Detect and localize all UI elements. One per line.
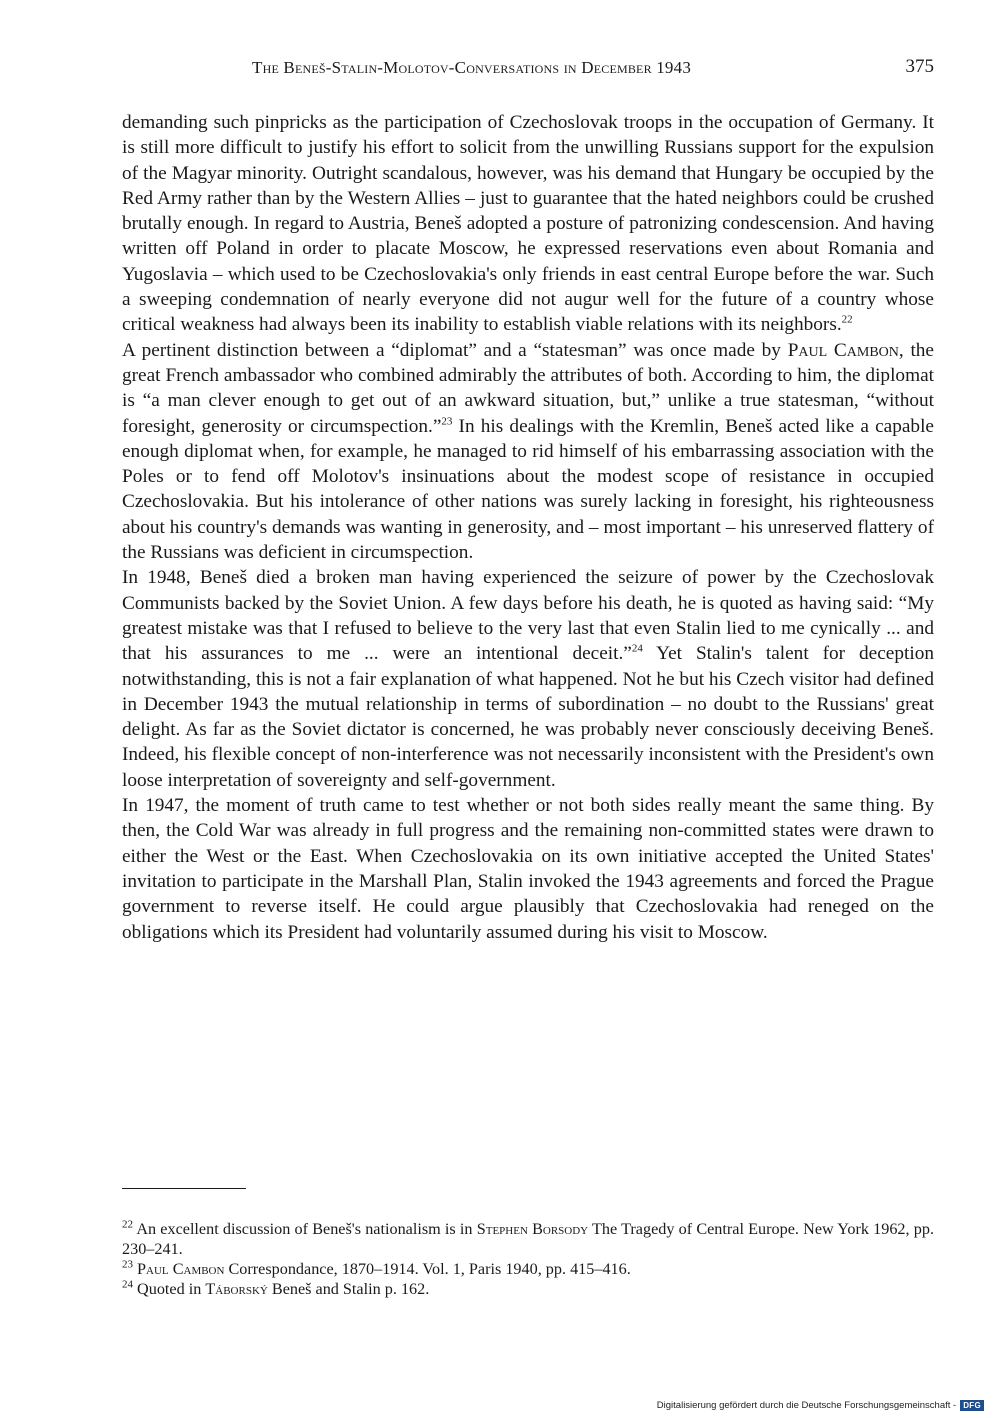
paragraph: In 1947, the moment of truth came to test whether or not both sides really meant the same thing. By then, the Cold War was already in full progress and the remaining non-committed states were drawn to either the West or the East. When Czechoslovakia on its own initiative accepted the United States' invitation to participate in the Marshall Plan, Stalin invoked the 1943 agreements and forced the Prague government to reverse itself. He could argue plausibly that Czechoslovakia had reneged on the obligations which its President had voluntarily assumed during his visit to Moscow.	[122, 795, 934, 943]
dfg-logo: DFG	[960, 1400, 984, 1411]
paragraph: In 1948, Beneš died a broken man having experienced the seizure of power by the Czechoslovak Communists backed by the Soviet Union. A few days before his death, he is quoted as having said: “My greatest mistake was that I refused to believe to the very last that even Stalin lied to me cynically ... and that his assurances to me ... were an intentional deceit.”$^{24}$ Yet Stalin's talent for deception notwithstanding, this is not a fair explanation of what happened. Not he but his Czech visitor had defined in December 1943 the mutual relationship in terms of subordination – no doubt to the Russians' great delight. As far as the Soviet dictator is concerned, he was probably never consciously deceiving Beneš. Indeed, his flexible concept of non-interference was not necessarily inconsistent with the President's own loose interpretation of sovereignty and self-government.	[122, 567, 934, 791]
footnote-ref[interactable]: 24	[631, 642, 643, 655]
footnotes	[122, 1219, 934, 1299]
footnote: $^{24}$ Quoted in Táborský Beneš and Stalin p. 162.	[122, 1278, 430, 1298]
paragraph: A pertinent distinction between a “diplomat” and a “statesman” was once made by Paul Cambon, the great French ambassador who combined admirably the attributes of both. According to him, the diplomat is “a man clever enough to get out of an awkward situation, but,” unlike a true statesman, “without foresight, generosity or circumspection.”$^{23}$ In his dealings with the Kremlin, Beneš acted like a capable enough diplomat when, for example, he managed to rid himself of his embarrassing association with the Poles or to fend off Molotov's insinuations about the modest scope of resistance in occupied Czechoslovakia. But his intolerance of other nations was surely lacking in foresight, his righteousness about his country's demands was wanting in generosity, and – most important – his unreserved flattery of the Russians was deficient in circumspection.	[122, 339, 934, 564]
page-header	[252, 58, 934, 84]
footnote: $^{22}$ An excellent discussion of Beneš's nationalism is in Stephen Borsody The Tragedy of Central Europe. New York 1962, pp. 230–241.	[122, 1218, 934, 1258]
footnote-separator	[122, 1188, 246, 1189]
page-number: 375	[905, 56, 934, 77]
footnote: $^{23}$ Paul Cambon Correspondance, 1870–1914. Vol. 1, Paris 1940, pp. 415–416.	[122, 1258, 631, 1278]
paragraph: demanding such pinpricks as the participation of Czechoslovak troops in the occupation of Germany. It is still more difficult to justify his effort to solicit from the unwilling Russians support for the expulsion of the Magyar minority. Outright scandalous, however, was his demand that Hungary be occupied by the Red Army rather than by the Western Allies – just to guarantee that the hated neighbors could be crushed brutally enough. In regard to Austria, Beneš adopted a posture of patronizing condescension. And having written off Poland in order to placate Moscow, he expressed reservations even about Romania and Yugoslavia – which used to be Czechoslovakia's only friends in east central Europe before the war. Such a sweeping condemnation of nearly everyone did not augur well for the future of a country whose critical weakness had always been its inability to establish viable relations with its neighbors.$^{22}$	[122, 112, 934, 336]
digitization-credit	[657, 1400, 984, 1411]
footnote-ref[interactable]: 22	[841, 313, 853, 326]
main-text	[122, 110, 934, 945]
credit-text: Digitalisierung gefördert durch die Deutsche Forschungsgemeinschaft -	[656, 1400, 957, 1411]
person-name: Paul Cambon	[787, 339, 899, 361]
footnote-ref[interactable]: 23	[441, 415, 453, 428]
running-head: The Beneš-Stalin-Molotov-Conversations in December 1943	[252, 58, 692, 77]
